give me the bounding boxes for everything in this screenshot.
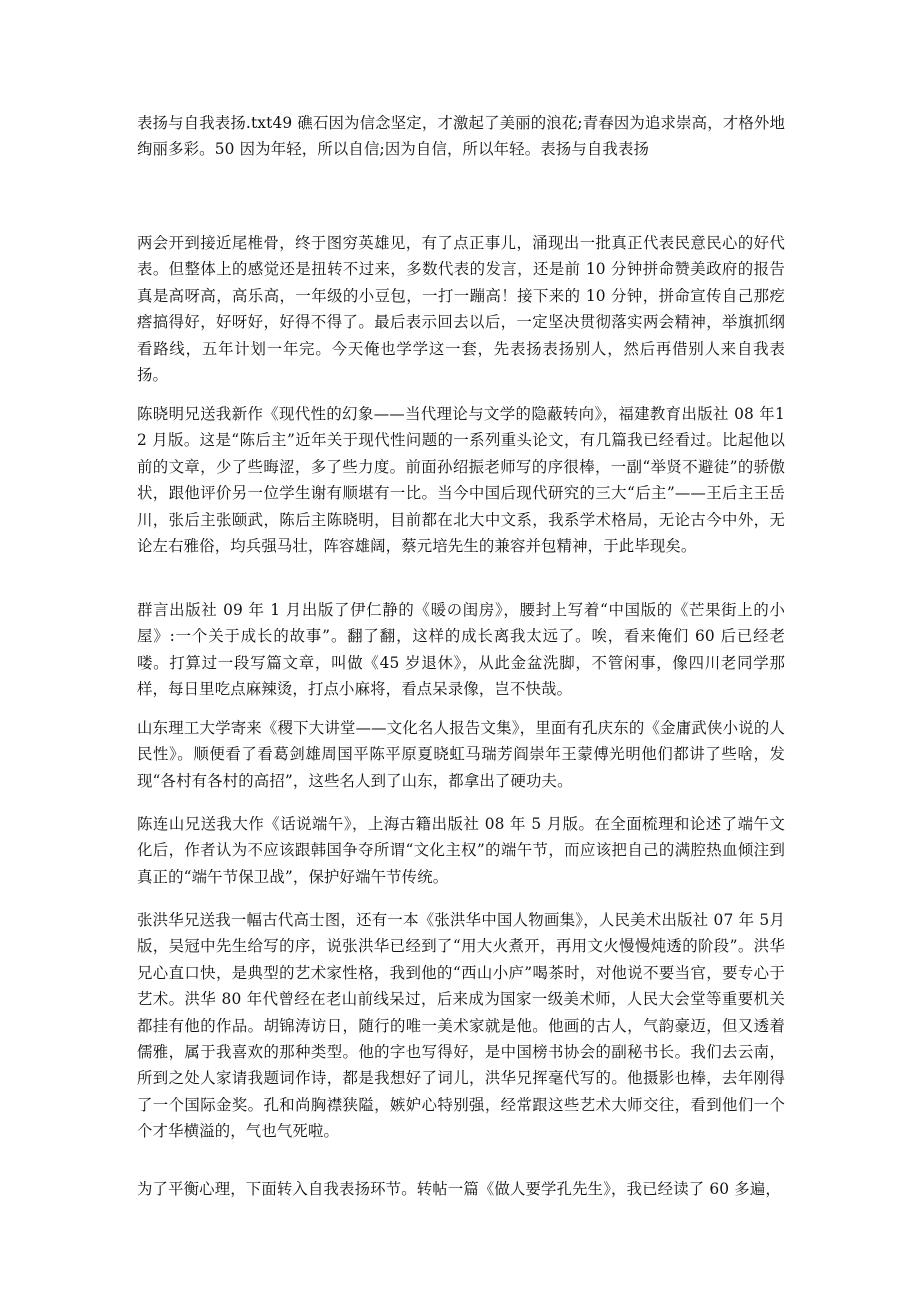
body-paragraph: 两会开到接近尾椎骨，终于图穷英雄见，有了点正事儿，涌现出一批真正代表民意民心的好代表。但整体上的感觉还是扭转不过来，多数代表的发言，还是前 10 分钟拼命赞美政府的报告真是高呀高，高乐高，一年级的小豆包，一打一蹦高！接下来的 10 分钟，拼命宣传自己那疙瘩搞得好，好呀好，好得不得了。最后表示回去以后，一定坚决贯彻落实两会精神，举旗抓纲看路线，五年计划一年完。今天俺也学学这一套，先表扬表扬别人，然后再借别人来自我表扬。 (137, 234, 785, 385)
body-paragraph: 张洪华兄送我一幅古代高士图，还有一本《张洪华中国人物画集》，人民美术出版社 07 年 5月版，吴冠中先生给写的序，说张洪华已经到了“用大火煮开，再用文火慢慢炖透的阶段”。洪华兄心直口快，是典型的艺术家性格，我到他的“西山小庐”喝茶时，对他说不要当官，要专心于艺术。洪华 80 年代曾经在老山前线呆过，后来成为国家一级美术师，人民大会堂等重要机关都挂有他的作品。胡锦涛访日，随行的唯一美术家就是他。他画的古人，气韵豪迈，但又透着儒雅，属于我喜欢的那种类型。他的字也写得好，是中国榜书协会的副秘书长。我们去云南，所到之处人家请我题词作诗，都是我想好了词儿，洪华兄挥毫代写的。他摄影也棒，去年刚得了一个国际金奖。孔和尚胸襟狭隘，嫉妒心特别强，经常跟这些艺术大师交往，看到他们一个个才华横溢的，气也气死啦。 (137, 911, 785, 1141)
body-paragraph: 群言出版社 09 年 1 月出版了伊仁静的《暖の闺房》，腰封上写着“中国版的《芒果街上的小屋》:一个关于成长的故事”。翻了翻，这样的成长离我太远了。唉，看来俺们 60 后已经老喽。打算过一段写篇文章，叫做《45 岁退休》，从此金盆洗脚，不管闲事，像四川老同学那样，每日里吃点麻辣烫，打点小麻将，看点呆录像，岂不快哉。 (137, 601, 785, 699)
body-paragraph: 陈晓明兄送我新作《现代性的幻象——当代理论与文学的隐蔽转向》，福建教育出版社 08 年12 月版。这是“陈后主”近年关于现代性问题的一系列重头论文，有几篇我已经看过。比起他以前的文章，少了些晦涩，多了些力度。前面孙绍振老师写的序很棒，一副“举贤不避徒”的骄傲状，跟他评价另一位学生谢有顺堪有一比。当今中国后现代研究的三大“后主”——王后主王岳川，张后主张颐武，陈后主陈晓明，目前都在北大中文系，我系学术格局，无论古今中外，无论左右雅俗，均兵强马壮，阵容雄阔，蔡元培先生的兼容并包精神，于此毕现矣。 (137, 405, 785, 556)
body-paragraph: 为了平衡心理，下面转入自我表扬环节。转帖一篇《做人要学孔先生》，我已经读了 60 多遍， (137, 1180, 781, 1198)
body-paragraph: 陈连山兄送我大作《话说端午》，上海古籍出版社 08 年 5 月版。在全面梳理和论述了端午文化后，作者认为不应该跟韩国争夺所谓“文化主权”的端午节，而应该把自己的满腔热血倾注到真正的“端午节保卫战”，保护好端午节传统。 (137, 815, 785, 886)
body-paragraph: 山东理工大学寄来《稷下大讲堂——文化名人报告文集》，里面有孔庆东的《金庸武侠小说的人民性》。顺便看了看葛剑雄周国平陈平原夏晓虹马瑞芳阎崇年王蒙傅光明他们都讲了些啥，发现“各村有各村的高招”，这些名人到了山东，都拿出了硬功夫。 (137, 719, 785, 790)
header-paragraph: 表扬与自我表扬.txt49 礁石因为信念坚定，才激起了美丽的浪花;青春因为追求崇高，才格外地绚丽多彩。50 因为年轻，所以自信;因为自信，所以年轻。表扬与自我表扬 (137, 114, 785, 159)
